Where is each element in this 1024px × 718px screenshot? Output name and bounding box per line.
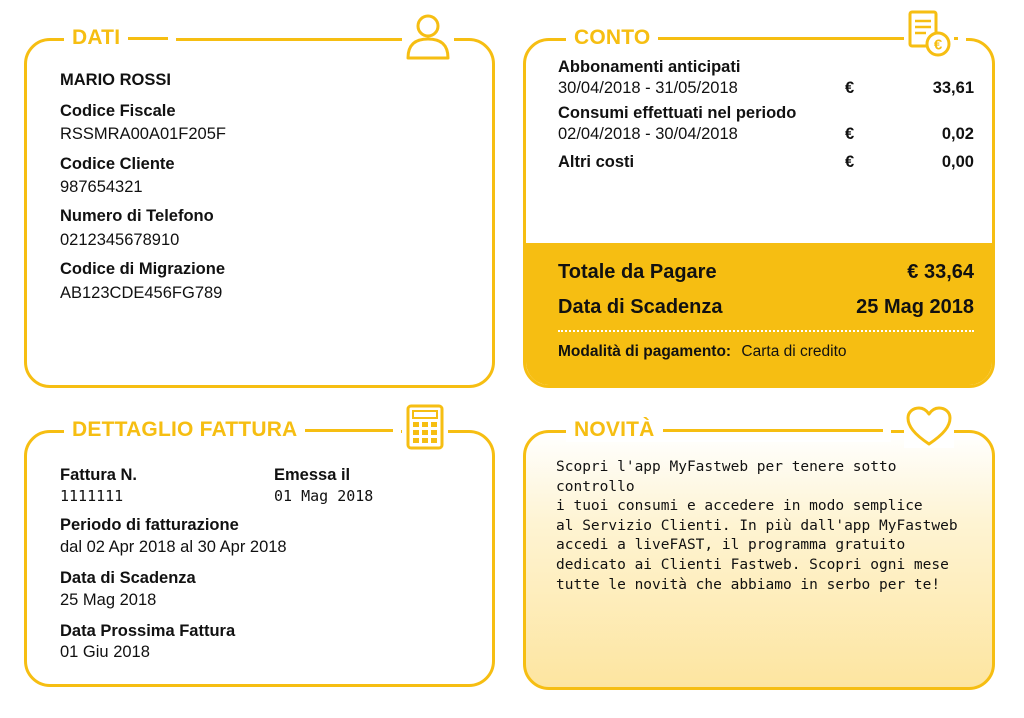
codice-cliente-label: Codice Cliente (60, 155, 175, 173)
migrazione-label: Codice di Migrazione (60, 260, 226, 278)
conto-item-currency: € (845, 125, 855, 143)
dati-title: DATI (64, 26, 176, 50)
codice-fiscale-value: RSSMRA00A01F205F (60, 125, 226, 143)
conto-item-label: Abbonamenti anticipati (558, 58, 741, 76)
heart-icon (904, 404, 954, 448)
fattura-value: 1111111 (60, 487, 124, 505)
svg-text:€: € (933, 36, 943, 54)
prossima-value: 01 Giu 2018 (60, 643, 150, 661)
totale-value: € 33,64 (907, 261, 974, 283)
migrazione-value: AB123CDE456FG789 (60, 284, 223, 302)
conto-item-period: 30/04/2018 - 31/05/2018 (558, 79, 738, 97)
totale-label: Totale da Pagare (558, 261, 717, 283)
conto-item-label: Altri costi (558, 153, 635, 171)
conto-item-period: 02/04/2018 - 30/04/2018 (558, 125, 738, 143)
scadenza-label: Data di Scadenza (558, 296, 723, 318)
emessa-value: 01 Mag 2018 (274, 487, 374, 505)
dettaglio-scadenza-value: 25 Mag 2018 (60, 591, 157, 609)
pagamento-row (558, 343, 847, 361)
scadenza-value: 25 Mag 2018 (856, 296, 974, 318)
telefono-value: 0212345678910 (60, 231, 180, 249)
novita-text: Scopri l'app MyFastweb per tenere sotto controllo i tuoi consumi e accedere in modo semplice al Servizio Clienti. In più dall'app MyFastweb accedi a liveFAST, il programma gratuito dedicato ai Clienti Fastweb. Scopri ogni mese tutte le novità che abbiamo in serbo per te! (556, 459, 958, 593)
pagamento-label: Modalità di pagamento: (558, 343, 732, 360)
fattura-label: Fattura N. (60, 466, 138, 484)
invoice-euro-icon (904, 8, 954, 58)
periodo-label: Periodo di fatturazione (60, 516, 239, 534)
codice-cliente-value: 987654321 (60, 178, 143, 196)
conto-item-currency: € (845, 79, 855, 97)
dotted-divider (558, 330, 974, 332)
person-icon (402, 8, 454, 62)
periodo-value: dal 02 Apr 2018 al 30 Apr 2018 (60, 538, 287, 556)
pagamento-value: Carta di credito (741, 343, 847, 360)
dettaglio-title: DETTAGLIO FATTURA (64, 418, 401, 442)
calculator-icon (402, 402, 448, 452)
telefono-label: Numero di Telefono (60, 207, 214, 225)
dettaglio-scadenza-label: Data di Scadenza (60, 569, 196, 587)
conto-item-currency: € (845, 153, 855, 171)
emessa-label: Emessa il (274, 466, 351, 484)
conto-title: CONTO (566, 26, 966, 50)
conto-item-label: Consumi effettuati nel periodo (558, 104, 797, 122)
novita-title: NOVITÀ (566, 418, 891, 442)
conto-item-amount: 33,61 (932, 79, 974, 97)
customer-name: MARIO ROSSI (60, 71, 171, 89)
conto-item-amount: 0,00 (941, 153, 974, 171)
prossima-label: Data Prossima Fattura (60, 622, 236, 640)
conto-item-amount: 0,02 (941, 125, 974, 143)
codice-fiscale-label: Codice Fiscale (60, 102, 176, 120)
